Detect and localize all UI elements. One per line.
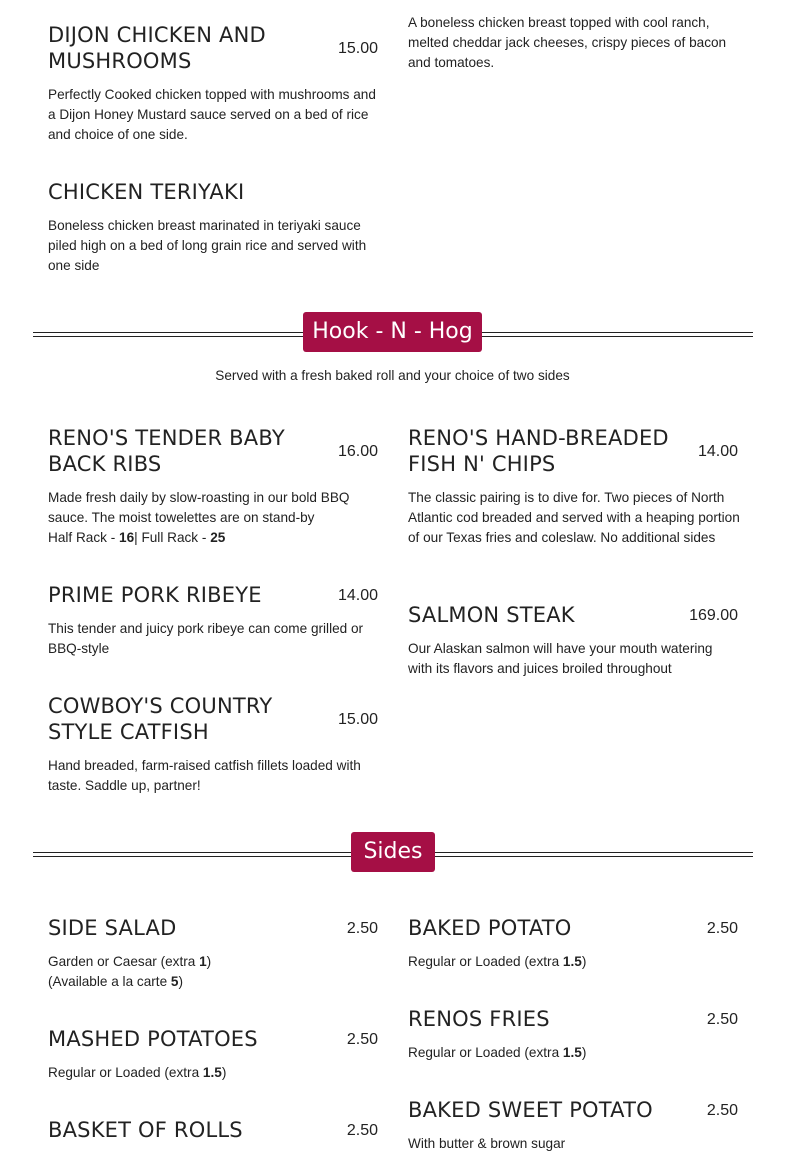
item-desc-text: Garden or Caesar (extra xyxy=(48,954,200,969)
item-desc: This tender and juicy pork ribeye can come grilled or BBQ-style xyxy=(48,621,364,656)
item-desc-text: ) xyxy=(221,1065,227,1080)
menu-item-salmon-steak xyxy=(408,602,738,692)
item-desc: Hand breaded, farm-raised catfish fillets loaded with taste. Saddle up, partner! xyxy=(48,758,361,793)
half-rack-price: 16 xyxy=(119,530,135,545)
menu-item-catfish xyxy=(48,693,378,803)
item-price: 15.00 xyxy=(337,40,378,57)
menu-item-dijon-chicken xyxy=(48,22,378,152)
item-name: RENO'S TENDER BABY BACK RIBS xyxy=(48,426,285,476)
item-desc: With butter & brown sugar xyxy=(408,1136,566,1151)
item-desc: Our Alaskan salmon will have your mouth watering with its flavors and juices broiled throughout xyxy=(408,641,713,676)
item-name: BASKET OF ROLLS xyxy=(48,1118,243,1142)
item-price: 2.50 xyxy=(706,1102,738,1119)
menu-item-baby-back-ribs xyxy=(48,425,378,565)
item-name: PRIME PORK RIBEYE xyxy=(48,583,262,607)
item-name: CHICKEN TERIYAKI xyxy=(48,180,245,204)
menu-item-basket-of-rolls xyxy=(48,1117,378,1151)
extra-price: 1 xyxy=(199,954,207,969)
item-price: 16.00 xyxy=(337,443,378,460)
menu-item-renos-fries xyxy=(408,1006,738,1066)
item-name: COWBOY'S COUNTRY STYLE CATFISH xyxy=(48,694,273,744)
menu-item-pork-ribeye xyxy=(48,582,378,672)
item-price: 169.00 xyxy=(689,607,738,624)
item-name: RENOS FRIES xyxy=(408,1007,550,1031)
partial-item-desc: A boneless chicken breast topped with cool ranch, melted cheddar jack cheeses, crispy pieces of bacon and tomatoes. xyxy=(408,15,727,70)
item-desc: Boneless chicken breast marinated in teriyaki sauce piled high on a bed of long grain rice and served with one side xyxy=(48,218,367,273)
item-desc-text: Made fresh daily by slow-roasting in our bold BBQ sauce. The moist towelettes are on stand-by xyxy=(48,490,350,525)
half-rack-label: Half Rack - xyxy=(48,530,120,545)
full-rack-price: 25 xyxy=(210,530,226,545)
menu-item-fish-n-chips xyxy=(408,425,738,575)
extra-price: 1.5 xyxy=(202,1065,222,1080)
item-desc-text: ) xyxy=(206,954,212,969)
item-desc xyxy=(48,488,378,548)
item-desc-text: Regular or Loaded (extra xyxy=(408,954,563,969)
full-rack-label: | Full Rack - xyxy=(134,530,211,545)
item-desc xyxy=(48,1063,378,1083)
section-title-hook-n-hog: Hook - N - Hog xyxy=(303,312,482,352)
partial-item-name xyxy=(408,0,608,4)
item-desc-text: (Available a la carte xyxy=(48,974,171,989)
menu-item-baked-sweet-potato xyxy=(408,1097,738,1151)
item-name: MASHED POTATOES xyxy=(48,1027,258,1051)
item-price: 2.50 xyxy=(706,1011,738,1028)
item-desc-text: Regular or Loaded (extra xyxy=(408,1045,563,1060)
item-name: SIDE SALAD xyxy=(48,916,177,940)
item-price: 14.00 xyxy=(697,443,738,460)
menu-item-chicken-teriyaki xyxy=(48,179,378,289)
item-name: RENO'S HAND-BREADED FISH N' CHIPS xyxy=(408,426,669,476)
item-desc xyxy=(408,1043,738,1063)
item-desc: Perfectly Cooked chicken topped with mushrooms and a Dijon Honey Mustard sauce served on a bed of rice and choice of one side. xyxy=(48,87,376,142)
menu-item-side-salad xyxy=(48,915,378,995)
item-price: 2.50 xyxy=(346,1031,378,1048)
item-name: BAKED SWEET POTATO xyxy=(408,1098,653,1122)
item-price: 15.00 xyxy=(337,711,378,728)
item-desc-text: ) xyxy=(581,1045,587,1060)
extra-price: 1.5 xyxy=(562,954,582,969)
item-desc-text: ) xyxy=(178,974,184,989)
item-desc-text: Regular or Loaded (extra xyxy=(48,1065,203,1080)
item-name: SALMON STEAK xyxy=(408,603,575,627)
item-desc-text: ) xyxy=(581,954,587,969)
a-la-carte-price: 5 xyxy=(170,974,179,989)
item-name: BAKED POTATO xyxy=(408,916,572,940)
menu-item-mashed-potatoes xyxy=(48,1026,378,1086)
item-price: 2.50 xyxy=(706,920,738,937)
item-price: 2.50 xyxy=(346,1122,378,1139)
item-desc: The classic pairing is to dive for. Two pieces of North Atlantic cod breaded and served with a heaping portion of our Texas fries and coleslaw. No additional sides xyxy=(408,490,740,545)
menu-item-baked-potato xyxy=(408,915,738,975)
item-desc xyxy=(48,952,378,992)
extra-price: 1.5 xyxy=(562,1045,582,1060)
item-price: 14.00 xyxy=(337,587,378,604)
item-name: DIJON CHICKEN AND MUSHROOMS xyxy=(48,23,266,73)
item-price: 2.50 xyxy=(346,920,378,937)
section-note: Served with a fresh baked roll and your choice of two sides xyxy=(215,368,570,383)
item-desc xyxy=(408,952,738,972)
section-title-sides: Sides xyxy=(351,832,435,872)
